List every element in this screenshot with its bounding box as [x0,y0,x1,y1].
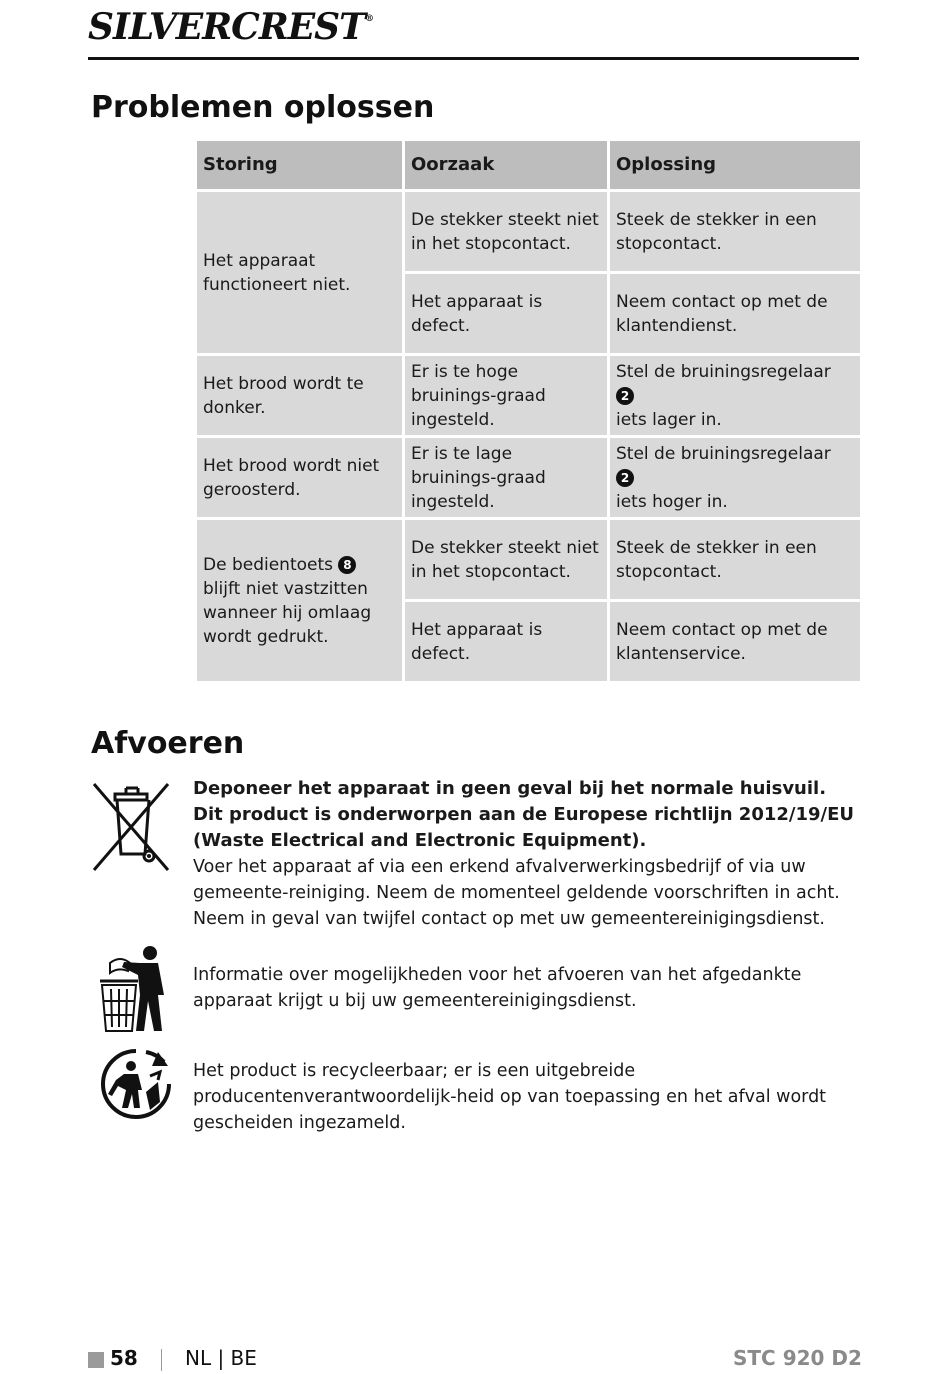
page-number: 58 [110,1346,138,1370]
storing-cell: Het brood wordt niet geroosterd. [196,437,404,519]
oplossing-cell: Steek de stekker in een stopcontact. [609,191,862,273]
oorzaak-cell: Het apparaat is defect. [404,601,609,683]
model-number: STC 920 D2 [733,1346,862,1370]
weee-instructions: Voer het apparaat af via een erkend afvalverwerkingsbedrijf of via uw gemeente-reiniging. Neem de momenteel geldende voorschriften in acht. Neem in geval van twijfel contact op met uw gemeentereinigingsdienst. [193,857,840,929]
storing-cell: Het brood wordt te donker. [196,355,404,437]
troubleshooting-table [194,138,863,684]
recycle-icon [98,1046,174,1122]
crossed-bin-icon [90,780,170,872]
person-bin-icon [100,945,170,1033]
control-number-badge: 2 [616,469,634,487]
control-number-badge: 2 [616,387,634,405]
oorzaak-cell: Er is te lage bruinings-graad ingesteld. [404,437,609,519]
disposal-title: Afvoeren [91,726,245,761]
page-marker [88,1352,104,1368]
brand-logo: SILVERCREST® [88,6,373,48]
header-rule [88,57,859,60]
oplossing-cell: Stel de bruiningsregelaar 2 iets hoger in. [609,437,862,519]
disposal-info: Informatie over mogelijkheden voor het afvoeren van het afgedankte apparaat krijgt u bij uw gemeentereinigingsdienst. [193,965,802,1011]
storing-cell: De bedientoets 8 blijft niet vastzitten wanneer hij omlaag wordt gedrukt. [196,519,404,683]
oorzaak-cell: De stekker steekt niet in het stopcontact. [404,191,609,273]
footer-divider [161,1349,162,1371]
column-header-storing: Storing [196,140,404,191]
storing-cell: Het apparaat functioneert niet. [196,191,404,355]
table-header-row [196,140,862,191]
oorzaak-cell: Het apparaat is defect. [404,273,609,355]
table-row [196,519,862,601]
oplossing-cell: Neem contact op met de klantenservice. [609,601,862,683]
table-row [196,355,862,437]
language-label: NL | BE [185,1346,257,1370]
table-row [196,191,862,273]
control-number-badge: 8 [338,556,356,574]
column-header-oorzaak: Oorzaak [404,140,609,191]
troubleshooting-title: Problemen oplossen [91,90,435,125]
table-row [196,437,862,519]
weee-notice [193,776,861,932]
oplossing-cell: Neem contact op met de klantendienst. [609,273,862,355]
weee-warning: Deponeer het apparaat in geen geval bij het normale huisvuil. Dit product is onderworpen aan de Europese richtlijn 2012/19/EU (Waste Electrical and Electronic Equipment). [193,778,854,851]
oorzaak-cell: De stekker steekt niet in het stopcontact. [404,519,609,601]
oorzaak-cell: Er is te hoge bruinings-graad ingesteld. [404,355,609,437]
oplossing-cell: Stel de bruiningsregelaar 2 iets lager in. [609,355,862,437]
recycle-info: Het product is recycleerbaar; er is een uitgebreide producentenverantwoordelijk-heid op van toepassing en het afval wordt gescheiden ingezameld. [193,1061,827,1133]
oplossing-cell: Steek de stekker in een stopcontact. [609,519,862,601]
column-header-oplossing: Oplossing [609,140,862,191]
